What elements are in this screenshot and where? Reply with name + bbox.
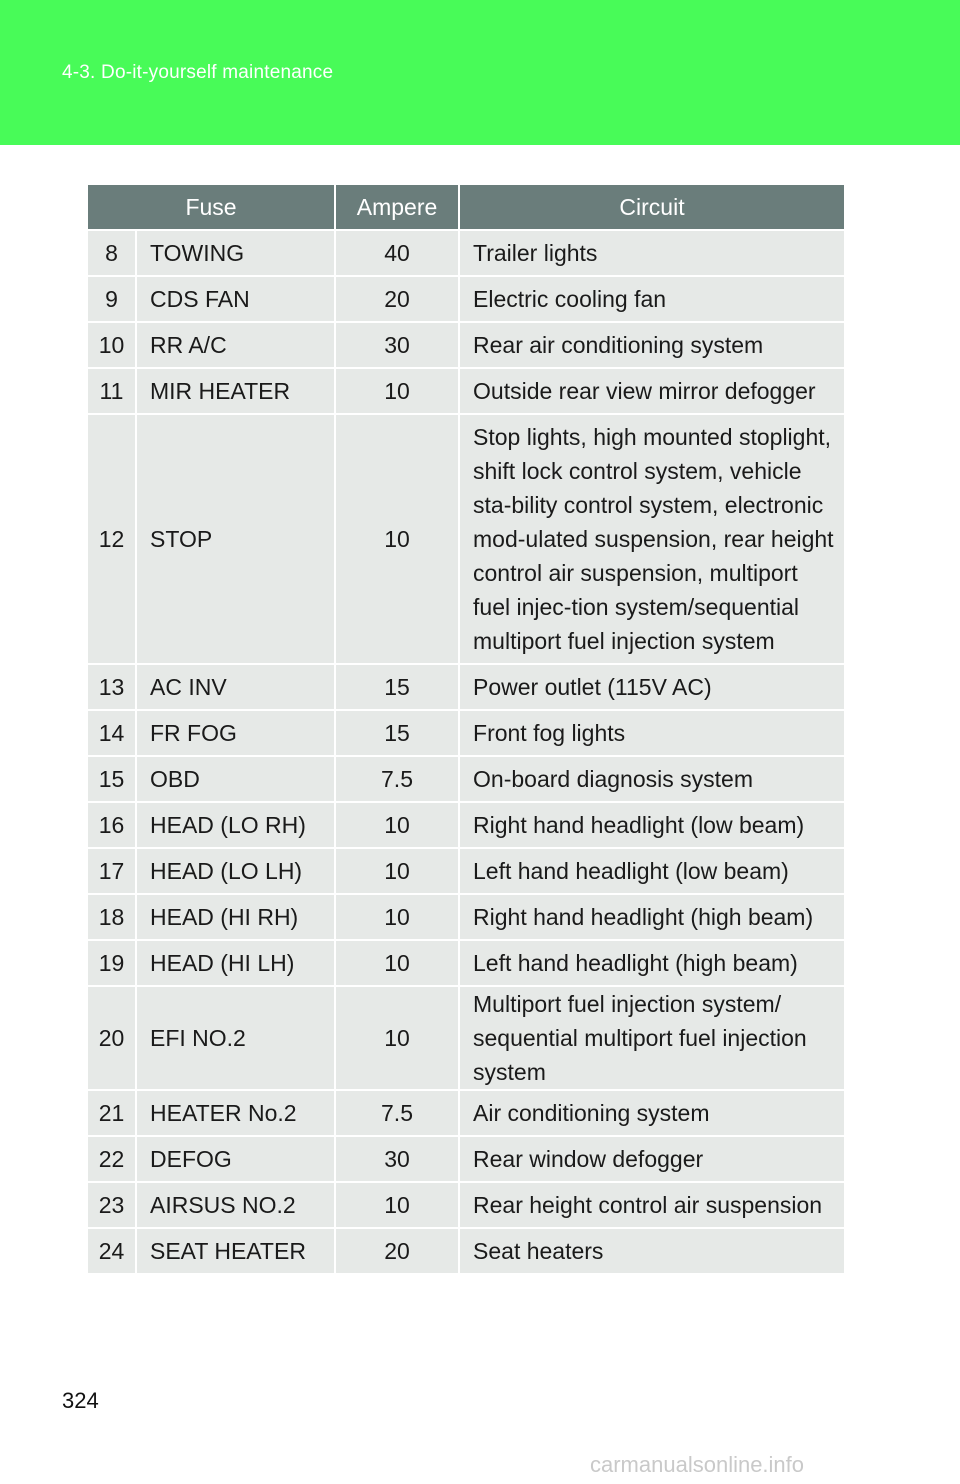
table-row bbox=[88, 276, 844, 322]
fuse-number: 20 bbox=[88, 986, 136, 1090]
fuse-circuit: Seat heaters bbox=[459, 1228, 844, 1273]
fuse-ampere: 15 bbox=[335, 664, 459, 710]
column-header-fuse: Fuse bbox=[88, 185, 335, 230]
fuse-ampere: 10 bbox=[335, 986, 459, 1090]
table-row bbox=[88, 1182, 844, 1228]
table-row bbox=[88, 368, 844, 414]
table-row bbox=[88, 940, 844, 986]
fuse-circuit: On-board diagnosis system bbox=[459, 756, 844, 802]
fuse-name: HEAD (HI LH) bbox=[136, 940, 335, 986]
fuse-number: 18 bbox=[88, 894, 136, 940]
fuse-ampere: 30 bbox=[335, 322, 459, 368]
table-row bbox=[88, 664, 844, 710]
fuse-name: RR A/C bbox=[136, 322, 335, 368]
fuse-ampere: 40 bbox=[335, 230, 459, 276]
table-row bbox=[88, 230, 844, 276]
fuse-name: STOP bbox=[136, 414, 335, 664]
fuse-ampere: 10 bbox=[335, 894, 459, 940]
section-title: 4-3. Do-it-yourself maintenance bbox=[62, 62, 334, 83]
fuse-table-header bbox=[88, 185, 844, 230]
fuse-number: 17 bbox=[88, 848, 136, 894]
fuse-number: 14 bbox=[88, 710, 136, 756]
table-row bbox=[88, 1136, 844, 1182]
table-row bbox=[88, 710, 844, 756]
fuse-ampere: 10 bbox=[335, 802, 459, 848]
fuse-circuit: Outside rear view mirror defogger bbox=[459, 368, 844, 414]
fuse-ampere: 10 bbox=[335, 940, 459, 986]
fuse-number: 9 bbox=[88, 276, 136, 322]
fuse-name: SEAT HEATER bbox=[136, 1228, 335, 1273]
fuse-name: FR FOG bbox=[136, 710, 335, 756]
fuse-name: TOWING bbox=[136, 230, 335, 276]
fuse-ampere: 10 bbox=[335, 1182, 459, 1228]
fuse-number: 15 bbox=[88, 756, 136, 802]
fuse-circuit: Trailer lights bbox=[459, 230, 844, 276]
fuse-number: 10 bbox=[88, 322, 136, 368]
fuse-circuit: Left hand headlight (high beam) bbox=[459, 940, 844, 986]
fuse-name: HEAD (HI RH) bbox=[136, 894, 335, 940]
table-row bbox=[88, 848, 844, 894]
fuse-table bbox=[88, 185, 844, 1273]
fuse-ampere: 10 bbox=[335, 368, 459, 414]
fuse-circuit: Left hand headlight (low beam) bbox=[459, 848, 844, 894]
fuse-name: HEATER No.2 bbox=[136, 1090, 335, 1136]
fuse-circuit: Right hand headlight (low beam) bbox=[459, 802, 844, 848]
fuse-name: AIRSUS NO.2 bbox=[136, 1182, 335, 1228]
table-row bbox=[88, 322, 844, 368]
fuse-circuit: Electric cooling fan bbox=[459, 276, 844, 322]
page-number: 324 bbox=[62, 1388, 99, 1413]
fuse-name: AC INV bbox=[136, 664, 335, 710]
fuse-name: HEAD (LO RH) bbox=[136, 802, 335, 848]
fuse-circuit: Power outlet (115V AC) bbox=[459, 664, 844, 710]
fuse-ampere: 15 bbox=[335, 710, 459, 756]
table-row bbox=[88, 756, 844, 802]
fuse-name: CDS FAN bbox=[136, 276, 335, 322]
fuse-number: 8 bbox=[88, 230, 136, 276]
fuse-circuit: Multiport fuel injection system/ sequential multiport fuel injection system bbox=[459, 986, 844, 1090]
column-header-circuit: Circuit bbox=[459, 185, 844, 230]
fuse-table-body bbox=[88, 230, 844, 1273]
watermark: carmanualsonline.info bbox=[590, 1452, 805, 1477]
fuse-number: 23 bbox=[88, 1182, 136, 1228]
table-row bbox=[88, 986, 844, 1090]
fuse-circuit: Front fog lights bbox=[459, 710, 844, 756]
fuse-ampere: 30 bbox=[335, 1136, 459, 1182]
section-header-bar bbox=[0, 0, 960, 145]
fuse-ampere: 7.5 bbox=[335, 1090, 459, 1136]
fuse-number: 21 bbox=[88, 1090, 136, 1136]
table-row bbox=[88, 1228, 844, 1273]
fuse-ampere: 7.5 bbox=[335, 756, 459, 802]
fuse-number: 16 bbox=[88, 802, 136, 848]
fuse-ampere: 10 bbox=[335, 414, 459, 664]
fuse-name: OBD bbox=[136, 756, 335, 802]
fuse-number: 19 bbox=[88, 940, 136, 986]
fuse-circuit: Stop lights, high mounted stoplight, shift lock control system, vehicle sta-bility control system, electronic mod-ulated suspension, rear height control air suspension, multiport fuel injec-tion system/sequential multiport fuel injection system bbox=[459, 414, 844, 664]
table-row bbox=[88, 414, 844, 664]
fuse-name: EFI NO.2 bbox=[136, 986, 335, 1090]
fuse-number: 24 bbox=[88, 1228, 136, 1273]
fuse-number: 22 bbox=[88, 1136, 136, 1182]
table-row bbox=[88, 802, 844, 848]
fuse-circuit: Right hand headlight (high beam) bbox=[459, 894, 844, 940]
fuse-ampere: 20 bbox=[335, 1228, 459, 1273]
table-row bbox=[88, 894, 844, 940]
fuse-ampere: 20 bbox=[335, 276, 459, 322]
fuse-number: 12 bbox=[88, 414, 136, 664]
column-header-ampere: Ampere bbox=[335, 185, 459, 230]
table-row bbox=[88, 1090, 844, 1136]
fuse-ampere: 10 bbox=[335, 848, 459, 894]
fuse-circuit: Rear window defogger bbox=[459, 1136, 844, 1182]
fuse-name: HEAD (LO LH) bbox=[136, 848, 335, 894]
fuse-name: MIR HEATER bbox=[136, 368, 335, 414]
fuse-circuit: Rear air conditioning system bbox=[459, 322, 844, 368]
fuse-name: DEFOG bbox=[136, 1136, 335, 1182]
fuse-circuit: Rear height control air suspension bbox=[459, 1182, 844, 1228]
fuse-circuit: Air conditioning system bbox=[459, 1090, 844, 1136]
fuse-number: 13 bbox=[88, 664, 136, 710]
fuse-number: 11 bbox=[88, 368, 136, 414]
